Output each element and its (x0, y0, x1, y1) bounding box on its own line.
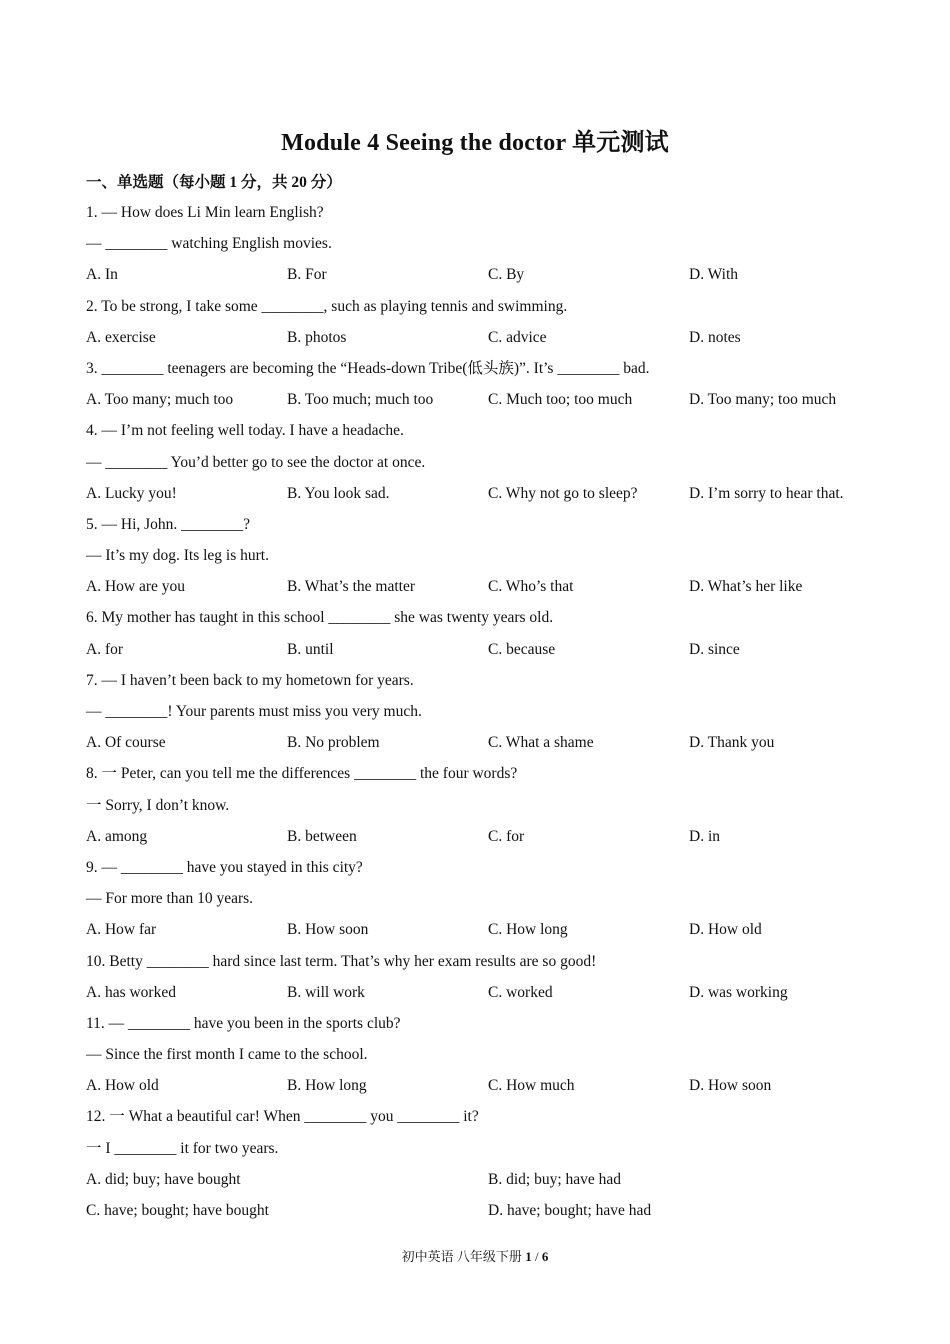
page-footer (0, 1246, 950, 1265)
option-a: A. How old (86, 1077, 159, 1095)
question-stem: 12. 一 What a beautiful car! When ________ you ________ it? (86, 1108, 479, 1126)
question-stem: 9. — ________ have you stayed in this city? (86, 858, 363, 876)
option-c: C. advice (488, 328, 547, 346)
options-row (86, 1070, 876, 1101)
question-stem: — It’s my dog. Its leg is hurt. (86, 547, 269, 565)
question-stem: 10. Betty ________ hard since last term. That’s why her exam results are so good! (86, 952, 597, 970)
option-d: D. With (689, 266, 739, 284)
footer-subject: 初中英语 八年级下册 (401, 1249, 522, 1264)
option-b: B. photos (287, 328, 347, 346)
question-4 (86, 415, 876, 509)
option-b: B. Too much; much too (287, 391, 434, 409)
option-d: D. since (689, 640, 740, 658)
question-3 (86, 353, 876, 415)
option-c: C. How much (488, 1077, 575, 1095)
option-a: A. Of course (86, 734, 166, 752)
option-d: D. Too many; too much (689, 391, 837, 409)
options-row (86, 478, 876, 509)
options-row (86, 977, 876, 1008)
option-b: B. How long (287, 1077, 367, 1095)
option-c: C. have; bought; have bought (86, 1202, 269, 1219)
option-a: A. How are you (86, 578, 186, 596)
options-row (86, 634, 876, 665)
option-a: A. exercise (86, 328, 156, 346)
option-b: B. between (287, 827, 357, 845)
option-d: D. notes (689, 328, 741, 346)
options-row (86, 914, 876, 945)
question-stem: — Since the first month I came to the school. (86, 1046, 368, 1064)
question-list (86, 197, 876, 1226)
question-stem: 6. My mother has taught in this school ________ she was twenty years old. (86, 609, 554, 627)
options-row (86, 727, 876, 758)
option-b: B. did; buy; have had (488, 1170, 622, 1188)
footer-separator: / (534, 1249, 539, 1264)
question-stem: — ________ watching English movies. (86, 235, 332, 253)
options-row (86, 821, 876, 852)
question-7 (86, 665, 876, 759)
option-b: B. What’s the matter (287, 578, 415, 596)
question-9 (86, 852, 876, 946)
option-a: A. Too many; much too (86, 391, 234, 409)
option-d: D. in (689, 827, 720, 845)
page-title: Module 4 Seeing the doctor 单元测试 (281, 130, 669, 156)
option-d: D. have; bought; have had (488, 1202, 652, 1219)
question-stem: — ________! Your parents must miss you very much. (86, 703, 422, 720)
question-stem: 3. ________ teenagers are becoming the “Heads-down Tribe(低头族)”. It’s ________ bad. (86, 359, 650, 377)
question-stem: 一 I ________ it for two years. (86, 1139, 279, 1157)
options-row (86, 384, 876, 415)
section-heading: 一、单选题（每小题 1 分，共 20 分） (86, 174, 342, 191)
option-d: D. What’s her like (689, 578, 803, 596)
option-d: D. Thank you (689, 734, 775, 752)
question-stem: 2. To be strong, I take some ________, such as playing tennis and swimming. (86, 297, 568, 315)
question-11 (86, 1008, 876, 1102)
question-stem: — ________ You’d better go to see the doctor at once. (86, 453, 426, 471)
option-b: B. You look sad. (287, 484, 390, 502)
option-a: A. In (86, 266, 118, 284)
question-stem: 5. — Hi, John. ________? (86, 515, 251, 533)
question-stem: 1. — How does Li Min learn English? (86, 204, 324, 221)
question-6 (86, 602, 876, 664)
option-c: C. What a shame (488, 734, 594, 752)
question-stem: 4. — I’m not feeling well today. I have a headache. (86, 422, 404, 440)
option-b: B. until (287, 640, 334, 658)
option-a: A. among (86, 827, 148, 845)
option-a: A. did; buy; have bought (86, 1170, 241, 1188)
question-8 (86, 758, 876, 852)
question-stem: 11. — ________ have you been in the sports club? (86, 1014, 401, 1032)
question-2 (86, 291, 876, 353)
option-c: C. Much too; too much (488, 391, 633, 409)
option-d: D. I’m sorry to hear that. (689, 484, 844, 502)
options-row (86, 1164, 876, 1195)
options-row (86, 571, 876, 602)
question-stem: 7. — I haven’t been back to my hometown for years. (86, 671, 414, 689)
option-a: A. Lucky you! (86, 484, 177, 502)
option-c: C. worked (488, 983, 553, 1001)
question-12 (86, 1101, 876, 1226)
option-c: C. Why not go to sleep? (488, 484, 638, 502)
option-b: B. No problem (287, 734, 380, 752)
footer-page-total: 6 (541, 1249, 549, 1264)
option-c: C. for (488, 827, 525, 845)
option-c: C. By (488, 266, 525, 284)
option-a: A. for (86, 640, 124, 658)
option-d: D. How old (689, 921, 762, 939)
question-stem: 8. 一 Peter, can you tell me the differences ________ the four words? (86, 765, 518, 783)
options-row (86, 322, 876, 353)
option-b: B. For (287, 266, 327, 284)
option-c: C. How long (488, 921, 568, 939)
question-stem: — For more than 10 years. (86, 890, 254, 908)
option-c: C. Who’s that (488, 578, 574, 596)
option-c: C. because (488, 640, 556, 658)
options-row (86, 1195, 876, 1226)
footer-page-number: 1 (525, 1249, 532, 1264)
options-row (86, 259, 876, 290)
question-5 (86, 509, 876, 603)
option-b: B. will work (287, 983, 365, 1001)
option-a: A. has worked (86, 983, 176, 1001)
question-10 (86, 946, 876, 1008)
option-d: D. How soon (689, 1077, 772, 1095)
option-b: B. How soon (287, 921, 369, 939)
question-stem: 一 Sorry, I don’t know. (86, 796, 230, 814)
option-d: D. was working (689, 983, 788, 1001)
option-a: A. How far (86, 921, 157, 939)
question-1 (86, 197, 876, 291)
